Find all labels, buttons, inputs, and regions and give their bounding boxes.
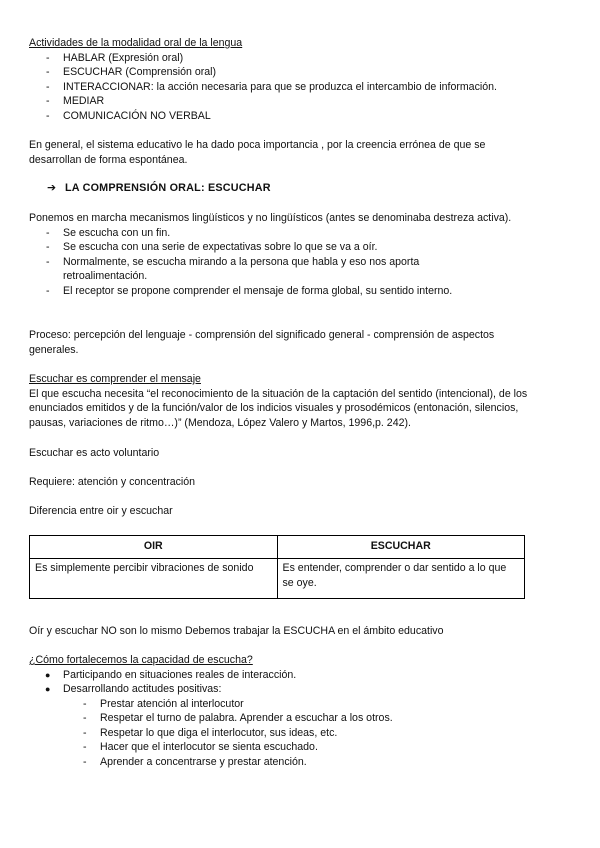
table-header-row bbox=[30, 536, 525, 559]
sub-list-item: - Aprender a concentrarse y prestar atención. bbox=[29, 755, 529, 770]
sub-list-item: - Hacer que el interlocutor se sienta escuchado. bbox=[29, 740, 529, 755]
sub-list-item: - Respetar lo que diga el interlocutor, sus ideas, etc. bbox=[29, 726, 529, 741]
process-paragraph: Proceso: percepción del lenguaje - comprensión del significado general - comprensión de aspectos generales. bbox=[29, 329, 495, 356]
table-row bbox=[30, 559, 525, 599]
list-item: - HABLAR (Expresión oral) bbox=[29, 51, 529, 66]
oral-activities-section bbox=[29, 36, 529, 123]
strengthen-list bbox=[29, 668, 529, 697]
list-item: - Se escucha con una serie de expectativas sobre lo que se va a oír. bbox=[29, 240, 519, 255]
table-header-escuchar: ESCUCHAR bbox=[277, 536, 525, 559]
list-item: - COMUNICACIÓN NO VERBAL bbox=[29, 109, 529, 124]
table-cell-escuchar: Es entender, comprender o dar sentido a lo que se oye. bbox=[277, 559, 525, 599]
list-item-text: Desarrollando actitudes positivas: bbox=[63, 683, 222, 695]
list-item-text: Participando en situaciones reales de interacción. bbox=[63, 668, 297, 681]
sub-list-item: - Respetar el turno de palabra. Aprender a escuchar a los otros. bbox=[29, 711, 529, 726]
list-item: - El receptor se propone comprender el mensaje de forma global, su sentido interno. bbox=[29, 284, 519, 299]
sub-list-item: - Prestar atención al interlocutor bbox=[29, 697, 529, 712]
list-item: - MEDIAR bbox=[29, 94, 529, 109]
list-item: - Normalmente, se escucha mirando a la persona que habla y eso nos aporta retroalimentación. bbox=[29, 255, 519, 284]
section-heading bbox=[47, 181, 271, 196]
requires-line: Requiere: atención y concentración bbox=[29, 476, 196, 488]
table-header-oir: OIR bbox=[30, 536, 278, 559]
table-cell-oir: Es simplemente percibir vibraciones de sonido bbox=[30, 559, 278, 599]
strengthen-section bbox=[29, 653, 529, 769]
positive-attitudes-list bbox=[29, 697, 529, 770]
bullet-icon: ● bbox=[45, 684, 51, 694]
mechanisms-section bbox=[29, 211, 519, 298]
list-item bbox=[29, 682, 529, 697]
oral-activities-list bbox=[29, 51, 529, 124]
bullet-icon: ● bbox=[45, 669, 51, 680]
understanding-section bbox=[29, 372, 534, 430]
list-item: - Se escucha con un fin. bbox=[29, 226, 519, 241]
understanding-text: El que escucha necesita “el reconocimiento de la situación de la captación del sentido (intencional), de los enunciados emitidos y de la función/valor de los indicios visuales y prosodémicos (entonación, silencios, pausas, variaciones de ritmo…)” (Mendoza, López Valero y Martos, 1996,p. 242). bbox=[29, 387, 528, 429]
strengthen-question: ¿Cómo fortalecemos la capacidad de escucha? bbox=[29, 654, 253, 666]
list-item bbox=[29, 668, 529, 683]
oral-activities-title: Actividades de la modalidad oral de la lengua bbox=[29, 37, 243, 49]
difference-title: Diferencia entre oir y escuchar bbox=[29, 505, 173, 517]
list-item: - INTERACCIONAR: la acción necesaria para que se produzca el intercambio de información. bbox=[29, 80, 529, 95]
list-item: - ESCUCHAR (Comprensión oral) bbox=[29, 65, 529, 80]
not-same-line: Oír y escuchar NO son lo mismo Debemos trabajar la ESCUCHA en el ámbito educativo bbox=[29, 625, 444, 637]
intro-paragraph: En general, el sistema educativo le ha dado poca importancia , por la creencia errónea de que se desarrollan de forma espontánea. bbox=[29, 139, 486, 166]
mechanisms-paragraph: Ponemos en marcha mecanismos lingüísticos y no lingüísticos (antes se denominaba destreza activa). bbox=[29, 212, 512, 224]
mechanisms-list bbox=[29, 226, 519, 299]
understanding-title: Escuchar es comprender el mensaje bbox=[29, 373, 201, 385]
voluntary-line: Escuchar es acto voluntario bbox=[29, 447, 160, 459]
comparison-table bbox=[29, 535, 525, 599]
heading-text: LA COMPRENSIÓN ORAL: ESCUCHAR bbox=[65, 182, 271, 194]
arrow-right-icon: ➔ bbox=[47, 182, 57, 194]
